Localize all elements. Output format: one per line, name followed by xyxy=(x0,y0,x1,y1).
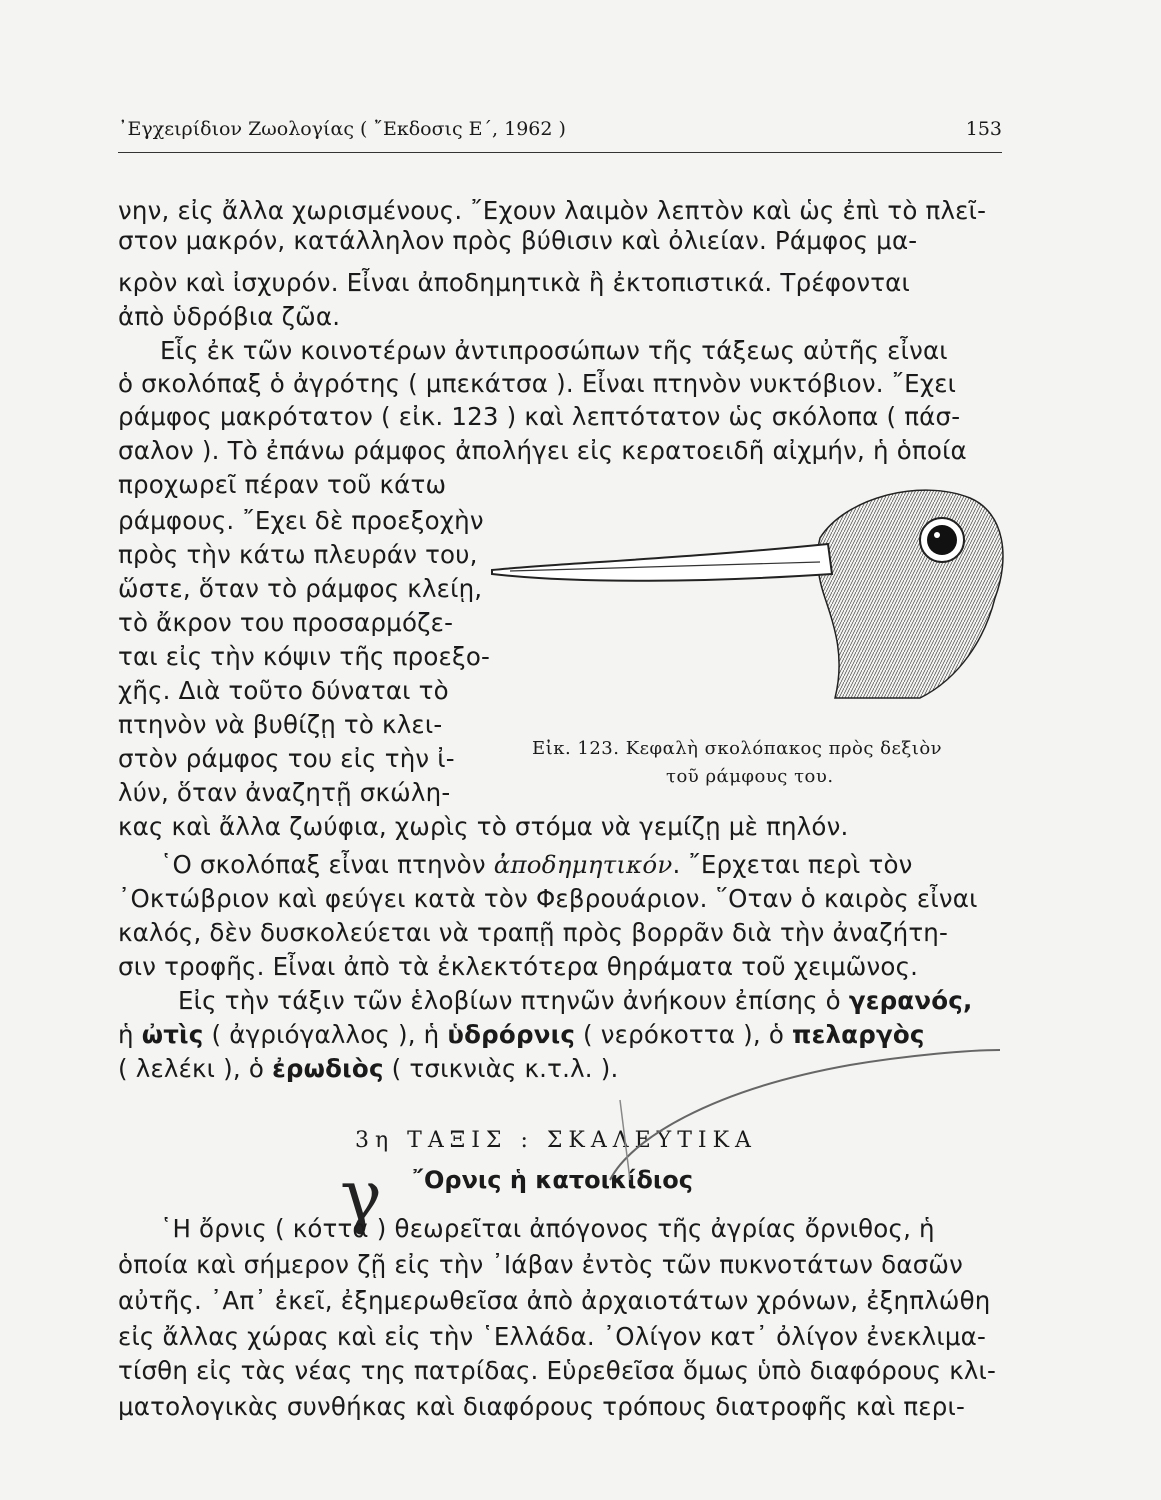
text-line: πτηνὸν νὰ βυθίζῃ τὸ κλει- xyxy=(118,710,443,739)
text-line: ῾Η ὄρνις ( κόττα ) θεωρεῖται ἀπόγονος τῆς ἀγρίας ὄρνιθος, ἡ xyxy=(160,1214,935,1243)
page-number: 153 xyxy=(965,118,1002,140)
text-line-mixed xyxy=(160,850,913,880)
text-line: ὥστε, ὅταν τὸ ράμφος κλείῃ, xyxy=(118,574,483,603)
text-line: τὸ ἄκρον του προσαρμόζε- xyxy=(118,608,454,637)
text-line: ᾽Οκτώβριον καὶ φεύγει κατὰ τὸν Φεβρουάριον. ῞Οταν ὁ καιρὸς εἶναι xyxy=(118,884,978,913)
woodcock-head-icon xyxy=(490,478,1020,718)
text-line: εἰς ἄλλας χώρας καὶ εἰς τὴν ῾Ελλάδα. ᾽Ολίγον κατ᾽ ὀλίγον ἐνεκλιμα- xyxy=(118,1322,986,1351)
bold-term: ἐρωδιὸς xyxy=(272,1054,384,1083)
text-line: ματολογικὰς συνθήκας καὶ διαφόρους τρόπους διατροφῆς καὶ περι- xyxy=(118,1392,966,1421)
bold-term: γερανός, xyxy=(848,986,973,1015)
running-header xyxy=(118,118,1002,153)
text-line: ὁ σκολόπαξ ὁ ἀγρότης ( μπεκάτσα ). Εἶναι πτηνὸν νυκτόβιον. ῎Εχει xyxy=(118,369,957,398)
text-line: χῆς. Διὰ τοῦτο δύναται τὸ xyxy=(118,676,449,705)
text-span: Εἰς τὴν τάξιν τῶν ἑλοβίων πτηνῶν ἀνήκουν ἐπίσης ὁ xyxy=(178,986,849,1015)
text-line: σαλον ). Τὸ ἐπάνω ράμφος ἀπολήγει εἰς κερατοειδῆ αἰχμήν, ἡ ὁποία xyxy=(118,436,967,465)
section-title: 3η ΤΑΞΙΣ : ΣΚΑΛΕΥΤΙΚΑ xyxy=(355,1128,757,1153)
text-line-mixed xyxy=(118,1020,925,1050)
text-line: πρὸς τὴν κάτω πλευράν του, xyxy=(118,540,478,569)
bold-term: ὑδρόρνις xyxy=(447,1020,576,1049)
text-line-mixed xyxy=(178,986,973,1016)
eye-highlight xyxy=(934,532,940,538)
bird-head xyxy=(818,490,1003,698)
text-line: ἀπὸ ὑδρόβια ζῶα. xyxy=(118,302,341,331)
text-line: ὁποία καὶ σήμερον ζῇ εἰς τὴν ᾽Ιάβαν ἐντὸς τῶν πυκνοτάτων δασῶν xyxy=(118,1250,964,1279)
bold-term: πελαργὸς xyxy=(792,1020,925,1049)
text-line: λύν, ὅταν ἀναζητῇ σκώλη- xyxy=(118,778,451,807)
text-line: στὸν ράμφος του εἰς τὴν ἰ- xyxy=(118,744,455,773)
text-line: κρὸν καὶ ἰσχυρόν. Εἶναι ἀποδημητικὰ ἢ ἐκτοπιστικά. Τρέφονται xyxy=(118,268,910,297)
text-line: ράμφος μακρότατον ( εἰκ. 123 ) καὶ λεπτότατον ὡς σκόλοπα ( πάσ- xyxy=(118,402,961,431)
section-subtitle: ῎Ορνις ἡ κατοικίδιος xyxy=(412,1166,693,1194)
figure-caption-line2: τοῦ ράμφους του. xyxy=(666,766,834,787)
text-line: σιν τροφῆς. Εἶναι ἀπὸ τὰ ἐκλεκτότερα θηράματα τοῦ χειμῶνος. xyxy=(118,952,919,981)
text-span: ( ἀγριόγαλλος ), ἡ xyxy=(203,1020,448,1049)
book-title: ᾽Εγχειρίδιον Ζωολογίας ( ῎Εκδοσις Ε΄, 1962 ) xyxy=(118,118,566,140)
text-span: ( λελέκι ), ὁ xyxy=(118,1054,273,1083)
bird-eye xyxy=(927,525,957,555)
text-span: ῾Ο σκολόπαξ εἶναι πτηνὸν xyxy=(160,850,494,879)
figure-caption-line1: Εἰκ. 123. Κεφαλὴ σκολόπακος πρὸς δεξιὸν xyxy=(532,738,943,759)
text-line: νην, εἰς ἄλλα χωρισμένους. ῎Εχουν λαιμὸν λεπτὸν καὶ ὡς ἐπὶ τὸ πλεῖ- xyxy=(118,196,987,225)
text-line: αὐτῆς. ᾽Απ᾽ ἐκεῖ, ἐξημερωθεῖσα ἀπὸ ἀρχαιοτάτων χρόνων, ἐξηπλώθη xyxy=(118,1286,991,1315)
bird-beak xyxy=(492,544,832,581)
bold-term: ὠτὶς xyxy=(141,1020,204,1049)
text-line: καλός, δὲν δυσκολεύεται νὰ τραπῇ πρὸς βορρᾶν διὰ τὴν ἀναζήτη- xyxy=(118,918,949,947)
text-line: Εἷς ἐκ τῶν κοινοτέρων ἀντιπροσώπων τῆς τάξεως αὐτῆς εἶναι xyxy=(160,336,948,365)
text-line: στον μακρόν, κατάλληλον πρὸς βύθισιν καὶ ὀλιείαν. Ράμφος μα- xyxy=(118,226,918,255)
text-line: τίσθη εἰς τὰς νέας της πατρίδας. Εὑρεθεῖσα ὅμως ὑπὸ διαφόρους κλι- xyxy=(118,1356,997,1385)
text-span: . ῎Ερχεται περὶ τὸν xyxy=(672,850,913,879)
italic-term: ἀποδημητικόν xyxy=(493,850,673,879)
text-span: ( τσικνιὰς κ.τ.λ. ). xyxy=(383,1054,619,1083)
text-span: ἡ xyxy=(118,1020,142,1049)
text-line: ται εἰς τὴν κόψιν τῆς προεξο- xyxy=(118,642,491,671)
handwritten-gamma: γ xyxy=(340,1155,382,1237)
text-line: κας καὶ ἄλλα ζωύφια, χωρὶς τὸ στόμα νὰ γεμίζῃ μὲ πηλόν. xyxy=(118,812,849,841)
text-span: ( νερόκοττα ), ὁ xyxy=(575,1020,793,1049)
text-line: ράμφους. ῎Εχει δὲ προεξοχὴν xyxy=(118,506,484,535)
text-line: προχωρεῖ πέραν τοῦ κάτω xyxy=(118,470,447,499)
text-line-mixed xyxy=(118,1054,619,1084)
